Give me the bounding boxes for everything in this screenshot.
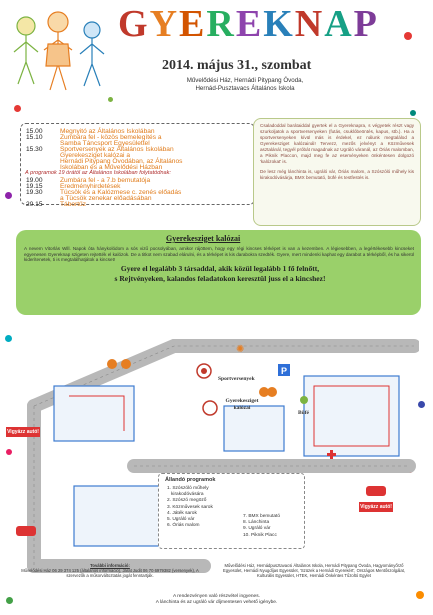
schedule-time: 15.10	[26, 134, 43, 141]
svg-text:✺: ✺	[236, 344, 245, 355]
program-item: 3. Közművesek sarok	[167, 504, 213, 510]
schedule-desc: Zumbára fel - közös bemelegítés a	[60, 134, 162, 141]
schedule-desc: Tücsök és a Kalózmese c. zenés előadás	[60, 189, 182, 196]
decor-dot	[5, 335, 12, 342]
ball-icon	[203, 401, 217, 415]
schedule-desc: Tábortűz	[60, 201, 87, 208]
schedule-desc: Gyerekesziget kalózai a	[60, 152, 131, 159]
schedule-desc: Eredményhirdetések	[60, 183, 121, 190]
program-item: kirakodóvására	[167, 492, 204, 498]
page-title	[118, 4, 379, 44]
car-icon	[366, 486, 386, 496]
program-item: 6. Óriás malom	[167, 523, 200, 529]
banner-text: A nevem Vitorlás Will. Napok óta hánykolódom a sós vizű pocsolyában, amikor rájöttem, hogy egy régi kincses térképet is van a kezemben. A légiesebben, a legértékesebb kincseket egyenesen Gyereknap szigeten rejtették el kalózok. De a titkot nem szabad elárulni, és a térképet is kis darabokra szedték. Gyere, mert mindenki kaphat egy darabot a térképből, és ha sikerül kiderítenetek, ti is megtalálhatjátok a kincset!	[24, 246, 414, 263]
call-line: Gyere el legalább 3 társaddal, akik közül legalább 1 fő felnőtt,	[120, 264, 320, 273]
schedule-note: A programok 19 órától az Általános Iskolában folytatódnak:	[25, 170, 171, 176]
footer-left-text: Művelődési Ház 06 29 374 125 (általános információ), Járat Judit 06 70 6979382 (versenyek), A szervezők a műsorváltoztatás jogát fenntartják.	[21, 568, 199, 579]
schedule-time: 19.30	[26, 189, 43, 196]
schedule-desc: Hernádi Pitypang Óvodában, az Általános	[60, 158, 183, 165]
info-paragraph: De lesz még lánchinta is, ugráló vár, Óriás malom, a Szószóló műhely kis kirakodóvásárja, BMX bemutató, büfé és testfestés is.	[260, 169, 414, 180]
programs-list-left	[167, 486, 227, 529]
schedule-time: 19.00	[26, 177, 43, 184]
free-line: A lánchinta és az ugráló vár díjmentesen vehető igénybe.	[155, 600, 278, 605]
svg-text:P: P	[280, 366, 288, 376]
program-item: 9. Ugráló vár	[243, 526, 271, 532]
map-label-bufe: Büfé	[298, 410, 309, 416]
title-letter: A	[324, 3, 354, 45]
decor-dot	[410, 110, 416, 116]
map-label-island: Gyerekesziget kalózai	[225, 398, 259, 411]
info-box	[253, 118, 421, 226]
schedule-time: 19.15	[26, 183, 43, 190]
program-item: 5. Ugráló vár	[167, 517, 195, 523]
schedule-time: 15.30	[26, 146, 43, 153]
footer-right-text: Művelődési Ház, Hernádpusztavacsi Általános Iskola, Hernádi Pitypang Óvoda, Hagyományőrző Egyesület, Hernádi Nyugdíjas Egyesület, 'Szüzek a Hernádi Gyerekért', Országos Mentőszolgálat, Kulturális Egyesület, HTEK, Hernádi Önkéntes Tűzoltó Egylet	[223, 563, 405, 579]
schedule-desc: Samba Táncsport Egyesülettel	[60, 140, 150, 147]
title-letter: P	[353, 3, 379, 45]
children-drawing	[6, 4, 116, 99]
title-letter: Y	[149, 3, 180, 45]
title-letter: E	[235, 3, 264, 45]
title-letter: G	[118, 3, 150, 45]
program-item: 10. Piknik Placc	[243, 532, 277, 538]
banner-title: Gyerekesziget kalózai	[166, 234, 241, 243]
schedule-time: 20.15	[26, 201, 43, 208]
schedule-desc: Iskolában és a Művelődési Házban	[60, 164, 163, 171]
footer-left	[20, 563, 200, 579]
title-letter: E	[179, 3, 207, 45]
venue-line: Hernád-Pusztavacs Általános Iskola	[195, 85, 295, 92]
schedule-desc: a Tücsök zenekar előadásában	[60, 195, 152, 202]
warning-sign-left: Vigyázz autó!	[7, 429, 39, 435]
info-paragraph: Csaladoddal barátaiddal gyertek el a Gyereknapra, s végyetek részt vagy szurkoljatok a sportversenyeken (futás, csuklóbeöntés, kapus, stb.). Ha a sportversenyeken kívül más is érdekel, ez nálunk megtalálod a Gyerekesziget kalózainál! Tervezz, mezős jelvényt a Közművesek asztalánál, tegyél próbát magadnak az Ugráló váranál, az Óriás malomban, a Piknik Placcon, majd meg fe az eseményeken önkéntesen dolgozó 'kalózokat' is.	[260, 123, 414, 164]
program-item: 7. BMX bemutató	[243, 514, 281, 519]
map-label-sport: Sportversenyek	[218, 376, 255, 382]
decor-dot	[6, 449, 12, 455]
schedule-desc: Zumbára fel - a 7.b bemutatója	[60, 177, 151, 184]
call-line: s Rejtvényeken, kalandos feladatokon keresztül juss el a kincshez!	[114, 274, 326, 283]
decor-dot	[404, 32, 412, 40]
programs-title: Állandó programok	[165, 477, 216, 483]
programs-box	[158, 473, 305, 549]
car-icon	[16, 526, 36, 536]
schedule-time: 15.00	[26, 128, 43, 135]
footer-left-title: További információ:	[90, 563, 130, 568]
venue	[150, 77, 340, 93]
program-item: 8. Lánchinta	[243, 520, 270, 526]
footer-free	[10, 594, 423, 606]
event-date: 2014. május 31., szombat	[162, 58, 312, 73]
schedule-box	[20, 123, 255, 208]
program-item: 1. Szószóló műhely	[167, 486, 209, 491]
programs-list-right	[243, 514, 303, 539]
free-line: A rendezvényen való részvétel ingyenes.	[173, 594, 260, 599]
schedule-desc: Sportversenyek az Általános Iskolában	[60, 146, 174, 153]
program-item: 2. Szószó megöző	[167, 498, 207, 504]
program-item: 4. Játék sarok	[167, 510, 197, 516]
banner-call	[30, 264, 410, 284]
decor-dot	[5, 192, 12, 199]
venue-line: Művelődési Ház, Hernádi Pitypang Óvoda,	[186, 77, 304, 84]
title-letter: R	[206, 3, 236, 45]
title-letter: N	[294, 3, 325, 45]
decor-dot	[14, 105, 21, 112]
title-letter: K	[263, 3, 295, 45]
decor-dot	[418, 401, 425, 408]
warning-sign-right: Vigyázz autó!	[360, 504, 392, 510]
schedule-desc: Megnyitó az Általános Iskolában	[60, 128, 155, 135]
